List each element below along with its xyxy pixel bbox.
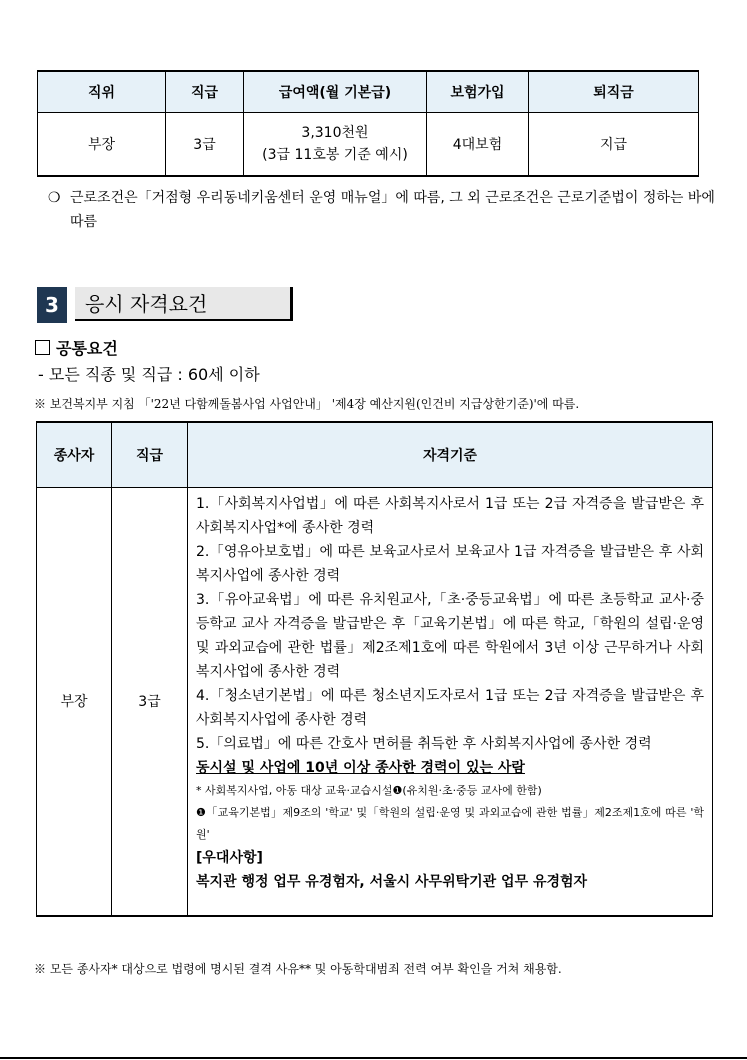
guideline-note: ※ 보건복지부 지침 「'22년 다함께돌봄사업 사업안내」 '제4장 예산지원(인건비 지급상한기준)'에 따름. [34, 397, 580, 411]
criteria-item: 2.「영유아보호법」에 따른 보육교사로서 보육교사 1급 자격증을 발급받은 후 사회복지사업에 종사한 경력 [196, 544, 704, 584]
pay-grade: 3급 [166, 113, 244, 177]
criteria-list [196, 492, 704, 894]
working-condition-note [48, 186, 716, 234]
pay-insurance: 4대보험 [427, 113, 529, 177]
preference-title: [우대사항] [196, 850, 263, 866]
table-row [38, 113, 699, 177]
qual-header-worker: 종사자 [37, 422, 112, 488]
qual-criteria-cell [188, 488, 713, 916]
page-bottom-rule [0, 1057, 747, 1059]
pay-header-severance: 퇴직금 [529, 71, 699, 113]
section-title: 응시 자격요건 [75, 287, 293, 321]
pay-table-header-row [38, 71, 699, 113]
qual-table-header-row [37, 422, 713, 488]
age-requirement: - 모든 직종 및 직급 : 60세 이하 [38, 365, 260, 384]
circle-bullet-icon: ❍ [48, 190, 61, 206]
table-row [37, 488, 713, 916]
criteria-footnote: * 사회복지사업, 아동 대상 교육·교습시설❶(유치원·초·중등 교사에 한함) [196, 784, 542, 797]
pay-severance: 지급 [529, 113, 699, 177]
criteria-item: 4.「청소년기본법」에 따른 청소년지도자로서 1급 또는 2급 자격증을 발급받은 후 사회복지사업에 종사한 경력 [196, 688, 704, 728]
criteria-footnote: ❶「교육기본법」제9조의 '학교' 및「학원의 설립·운영 및 과외교습에 관한 법률」제2조제1호에 따른 '학원' [196, 806, 704, 841]
qual-header-criteria: 자격기준 [188, 422, 713, 488]
criteria-item: 3.「유아교육법」에 따른 유치원교사,「초·중등교육법」에 따른 초등학교 교사·중등학교 교사 자격증을 발급받은 후「교육기본법」에 따른 학교,「학원의 설립·운영 및 과외교습에 관한 법률」제2조제1호에 따른 학원에서 3년 이상 근무하거나 사회복지사업에 종사한 경력 [196, 592, 704, 680]
salary-basis: (3급 11호봉 기준 예시) [262, 147, 408, 163]
pay-salary [244, 113, 427, 177]
salary-amount: 3,310천원 [301, 125, 369, 141]
pay-table [37, 70, 699, 177]
section-number: 3 [37, 287, 67, 323]
final-note: ※ 모든 종사자* 대상으로 법령에 명시된 결격 사유** 및 아동학대범죄 전력 여부 확인을 거쳐 채용함. [34, 962, 562, 976]
pay-header-salary: 급여액(월 기본급) [244, 71, 427, 113]
common-requirements-label: 공통요건 [56, 339, 118, 358]
pay-header-insurance: 보험가입 [427, 71, 529, 113]
qualification-table [36, 421, 713, 917]
common-requirements-title [35, 336, 118, 359]
pay-header-grade: 직급 [166, 71, 244, 113]
section-heading [37, 287, 297, 323]
experience-emphasis: 동시설 및 사업에 10년 이상 종사한 경력이 있는 사람 [196, 760, 525, 776]
preference-text: 복지관 행정 업무 유경험자, 서울시 사무위탁기관 업무 유경험자 [196, 874, 588, 890]
qual-header-grade: 직급 [112, 422, 188, 488]
square-bullet-icon [35, 340, 50, 355]
criteria-item: 5.「의료법」에 따른 간호사 면허를 취득한 후 사회복지사업에 종사한 경력 [196, 736, 652, 752]
criteria-item: 1.「사회복지사업법」에 따른 사회복지사로서 1급 또는 2급 자격증을 발급받은 후 사회복지사업*에 종사한 경력 [196, 496, 704, 536]
working-condition-text: 근로조건은「거점형 우리동네키움센터 운영 매뉴얼」에 따름, 그 외 근로조건은 근로기준법이 정하는 바에 따름 [70, 190, 715, 230]
qual-position: 부장 [37, 488, 112, 916]
pay-header-position: 직위 [38, 71, 166, 113]
pay-position: 부장 [38, 113, 166, 177]
qual-grade: 3급 [112, 488, 188, 916]
